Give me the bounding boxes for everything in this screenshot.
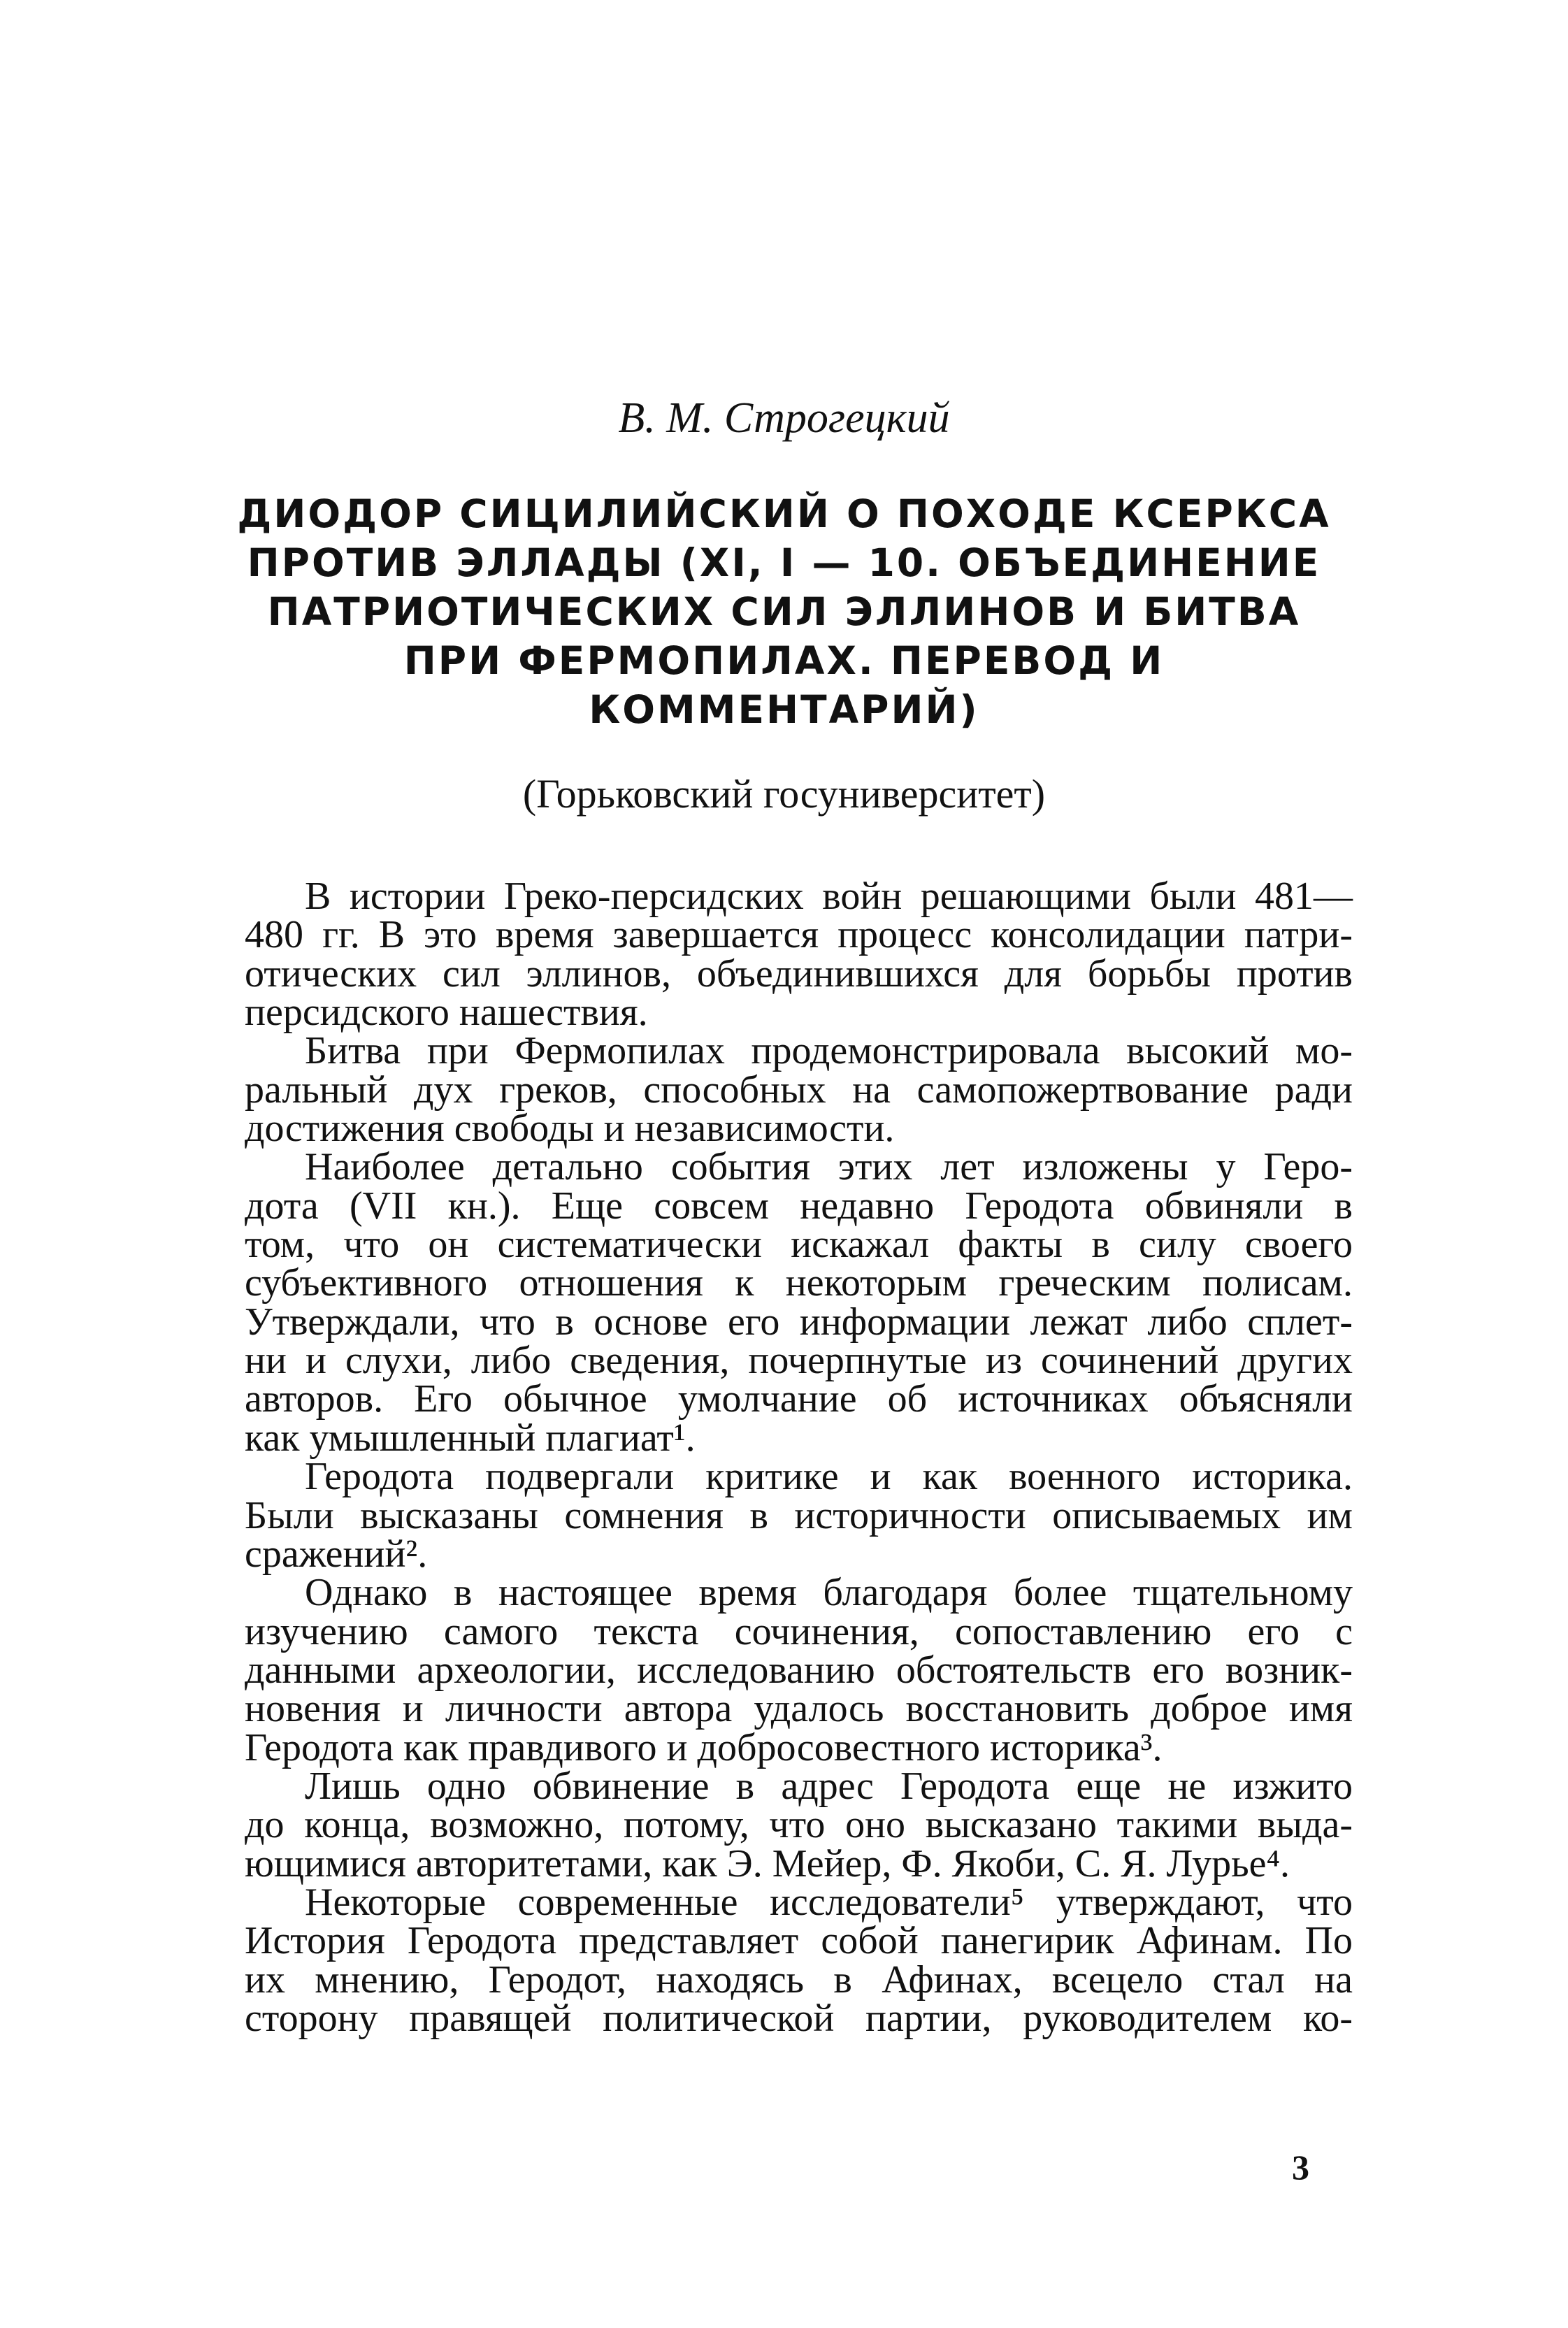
text-line: ющимися авторитетами, как Э. Мейер, Ф. Якоби, С. Я. Лурье⁴.: [245, 1841, 1290, 1885]
text-line: дота (VII кн.). Еще совсем недавно Геродота обвиняли в: [245, 1184, 1353, 1228]
text-line: Некоторые современные исследователи⁵ утверждают, что: [305, 1880, 1353, 1924]
text-line: В истории Греко-персидских войн решающими были 481—: [305, 875, 1353, 918]
text-line: отических сил эллинов, объединившихся для борьбы против: [245, 951, 1353, 996]
text-line: сражений².: [245, 1532, 428, 1576]
text-line: История Геродота представляет собой панегирик Афинам. По: [245, 1919, 1353, 1963]
text-line: персидского нашествия.: [245, 991, 648, 1035]
text-line: ральный дух греков, способных на самопожертвование ради: [245, 1068, 1353, 1112]
text-line: новения и личности автора удалось восстановить доброе имя: [245, 1687, 1353, 1731]
text-line: Наиболее детально события этих лет изложены у Геро-: [305, 1145, 1353, 1189]
article-body: [245, 877, 1353, 2038]
title-line: ПАТРИОТИЧЕСКИХ СИЛ ЭЛЛИНОВ И БИТВА: [267, 589, 1301, 634]
author-name: В. М. Строгецкий: [618, 394, 950, 442]
text-line: достижения свободы и независимости.: [245, 1107, 895, 1151]
title-line: ПРИ ФЕРМОПИЛАХ. ПЕРЕВОД И: [403, 638, 1165, 683]
affiliation: (Горьковский госуниверситет): [522, 771, 1046, 817]
text-line: их мнению, Геродот, находясь в Афинах, всецело стал на: [245, 1957, 1353, 2002]
text-line: субъективного отношения к некоторым греческим полисам.: [245, 1261, 1353, 1305]
text-line: Битва при Фермопилах продемонстрировала высокий мо-: [305, 1029, 1353, 1073]
text-line: Однако в настоящее время благодаря более тщательному: [305, 1571, 1353, 1615]
text-line: сторону правящей политической партии, руководителем ко-: [245, 1996, 1353, 2040]
text-line: Геродота подвергали критике и как военного историка.: [305, 1455, 1353, 1499]
text-line: до конца, возможно, потому, что оно высказано такими выда-: [245, 1803, 1353, 1847]
text-line: как умышленный плагиат¹.: [245, 1416, 696, 1460]
page-number: 3: [1292, 2148, 1309, 2187]
text-line: ни и слухи, либо сведения, почерпнутые из сочинений других: [245, 1339, 1353, 1383]
text-line: авторов. Его обычное умолчание об источниках объясняли: [245, 1377, 1353, 1421]
text-line: Были высказаны сомнения в историчности описываемых им: [245, 1493, 1353, 1537]
title-line: КОММЕНТАРИЙ): [589, 687, 979, 732]
text-line: Утверждали, что в основе его информации лежат либо сплет-: [245, 1300, 1353, 1344]
title-line: ДИОДОР СИЦИЛИЙСКИЙ О ПОХОДЕ КСЕРКСА: [237, 491, 1331, 536]
text-line: том, что он систематически искажал факты в силу своего: [245, 1223, 1353, 1267]
text-line: изучению самого текста сочинения, сопоставлению его с: [245, 1609, 1353, 1653]
text-line: Лишь одно обвинение в адрес Геродота еще не изжито: [305, 1764, 1353, 1808]
title-line: ПРОТИВ ЭЛЛАДЫ (XI, I — 10. ОБЪЕДИНЕНИЕ: [247, 540, 1321, 585]
text-line: 480 гг. В это время завершается процесс консолидации патри-: [245, 913, 1353, 957]
article-title: [0, 489, 1568, 734]
text-line: данными археологии, исследованию обстоятельств его возник-: [245, 1648, 1353, 1692]
text-line: Геродота как правдивого и добросовестного историка³.: [245, 1725, 1163, 1769]
